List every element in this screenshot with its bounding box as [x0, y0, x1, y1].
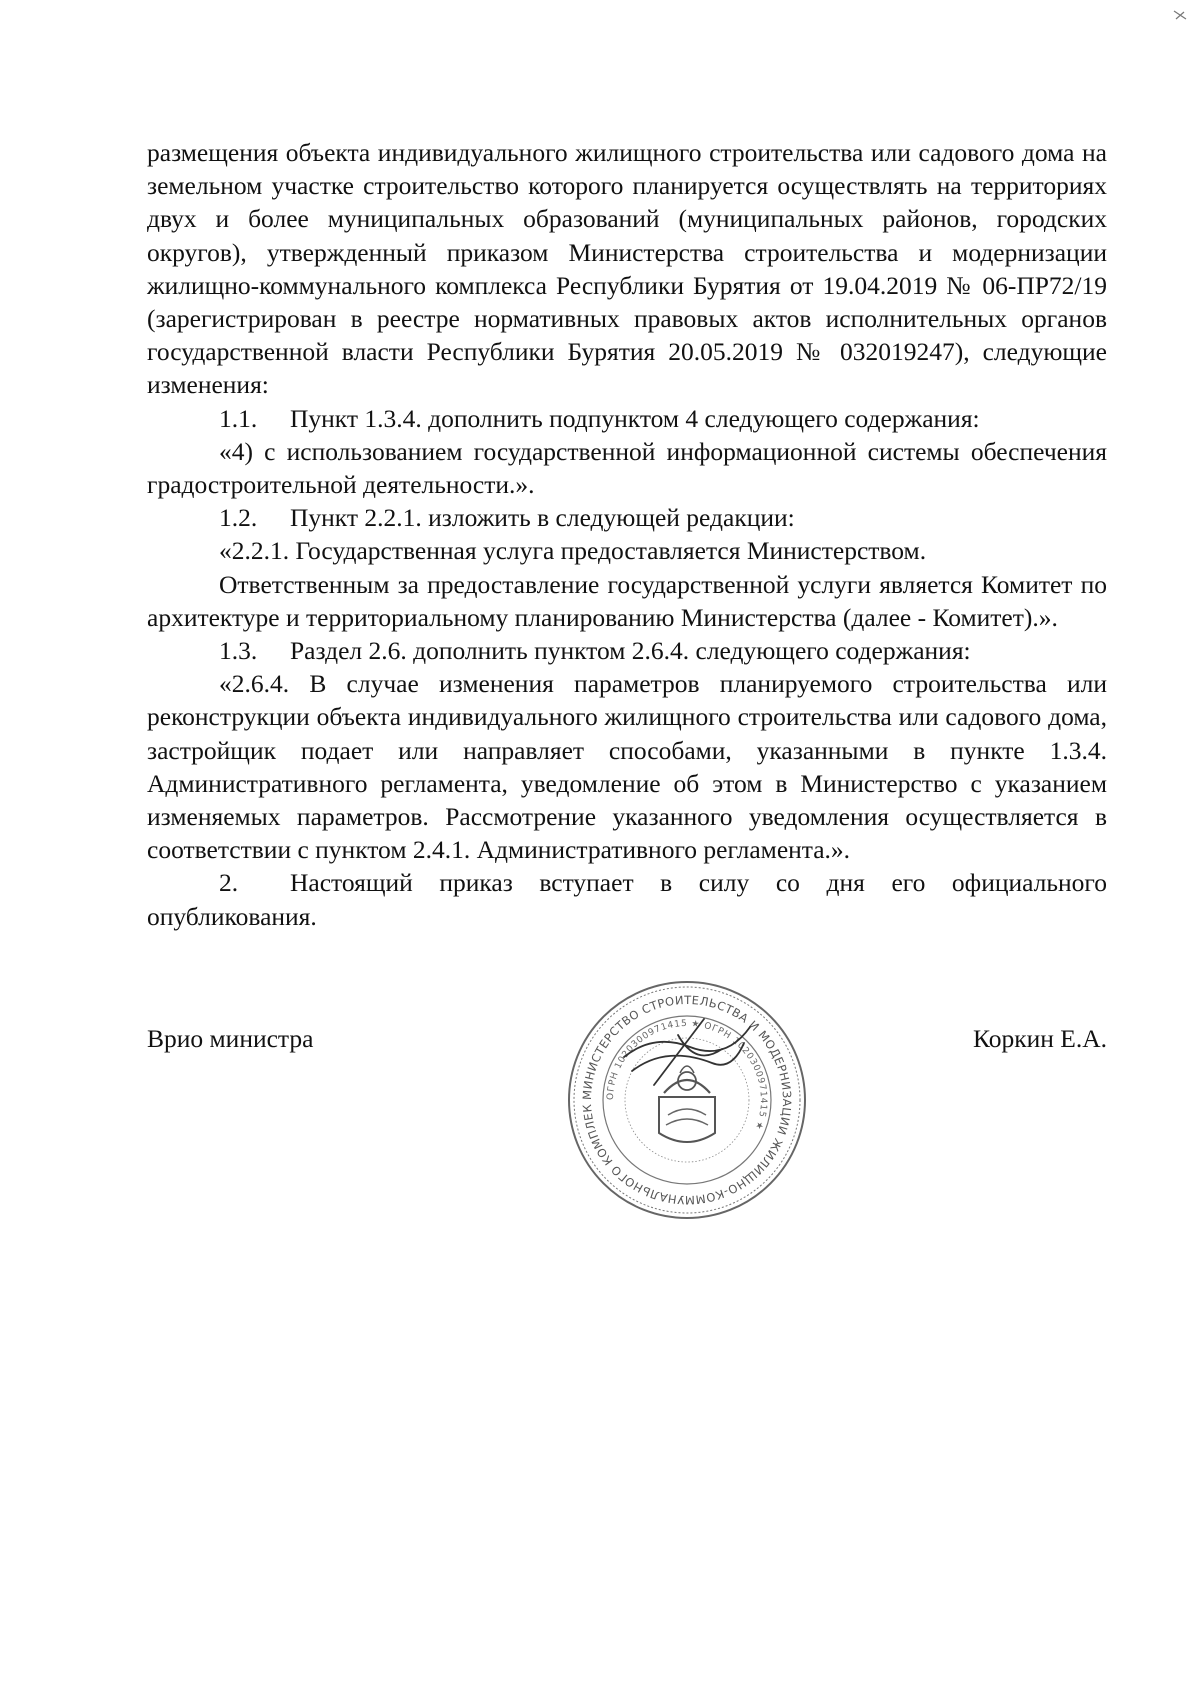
signatory-position: Врио министра: [147, 1024, 314, 1053]
paragraph-2-6-4: «2.6.4. В случае изменения параметров планируемого строительства или реконструкции объекта индивидуального жилищного строительства или садового дома, застройщик подает или направляет способами, указанными в пункте 1.3.4. Административного регламента, уведомление об этом в Министерство с указанием изменяемых параметров. Рассмотрение указанного уведомления осуществляется в соответствии с пунктом 2.4.1. Административного регламента.».: [147, 669, 1107, 865]
document-body: [147, 136, 1107, 933]
item-number: 1.3.: [219, 636, 258, 666]
paragraph-1-2: [147, 501, 1107, 534]
item-number: 1.1.: [219, 403, 258, 433]
paragraph-2-2-1: «2.2.1. Государственная услуга предоставляется Министерством.: [219, 536, 927, 566]
paragraph-text: Пункт 2.2.1. изложить в следующей редакции:: [290, 503, 795, 533]
paragraph-1-3: [147, 634, 1107, 667]
paragraph-1-1: [147, 402, 1107, 435]
official-seal: [562, 975, 812, 1225]
paragraph-intro: размещения объекта индивидуального жилищного строительства или садового дома на земельном участке строительство которого планируется осуществлять на территориях двух и более муниципальных образований (муниципальных районов, городских округов), утвержденный приказом Министерства строительства и модернизации жилищно-коммунального комплекса Республики Бурятия от 19.04.2019 № 06-ПР72/19 (зарегистрирован в реестре нормативных правовых актов исполнительных органов государственной власти Республики Бурятия 20.05.2019 № 032019247), следующие изменения:: [147, 138, 1107, 400]
svg-text:МИНИСТЕРСТВО СТРОИТЕЛЬСТВА И М: МИНИСТЕРСТВО СТРОИТЕЛЬСТВА И МОДЕРНИЗАЦИИ ЖИЛИЩНО-КОММУНАЛЬНОГО КОМПЛЕК: [579, 992, 795, 1208]
item-number: 2.: [219, 868, 239, 898]
paragraph-text: Настоящий приказ вступает в силу со дня его официального опубликования.: [147, 868, 1107, 931]
paragraph-subitem-4: «4) с использованием государственной информационной системы обеспечения градостроительной деятельности.».: [147, 436, 1107, 500]
signatory-name: Коркин Е.А.: [972, 1024, 1107, 1053]
paragraph-responsible: Ответственным за предоставление государственной услуги является Комитет по архитектуре и территориальному планированию Министерства (далее - Комитет).».: [147, 569, 1107, 632]
paragraph-text: Раздел 2.6. дополнить пунктом 2.6.4. следующего содержания:: [290, 636, 971, 666]
signature-block: [147, 1022, 1107, 1062]
item-number: 1.2.: [219, 503, 258, 533]
svg-text:ОГРН 1020300971415 ★ ОГРН 1020: ОГРН 1020300971415 ★ ОГРН 1020300971415 ★: [605, 1018, 769, 1132]
corner-mark: [1172, 8, 1188, 20]
paragraph-text: Пункт 1.3.4. дополнить подпунктом 4 следующего содержания:: [290, 403, 980, 433]
paragraph-2: [147, 866, 1107, 932]
